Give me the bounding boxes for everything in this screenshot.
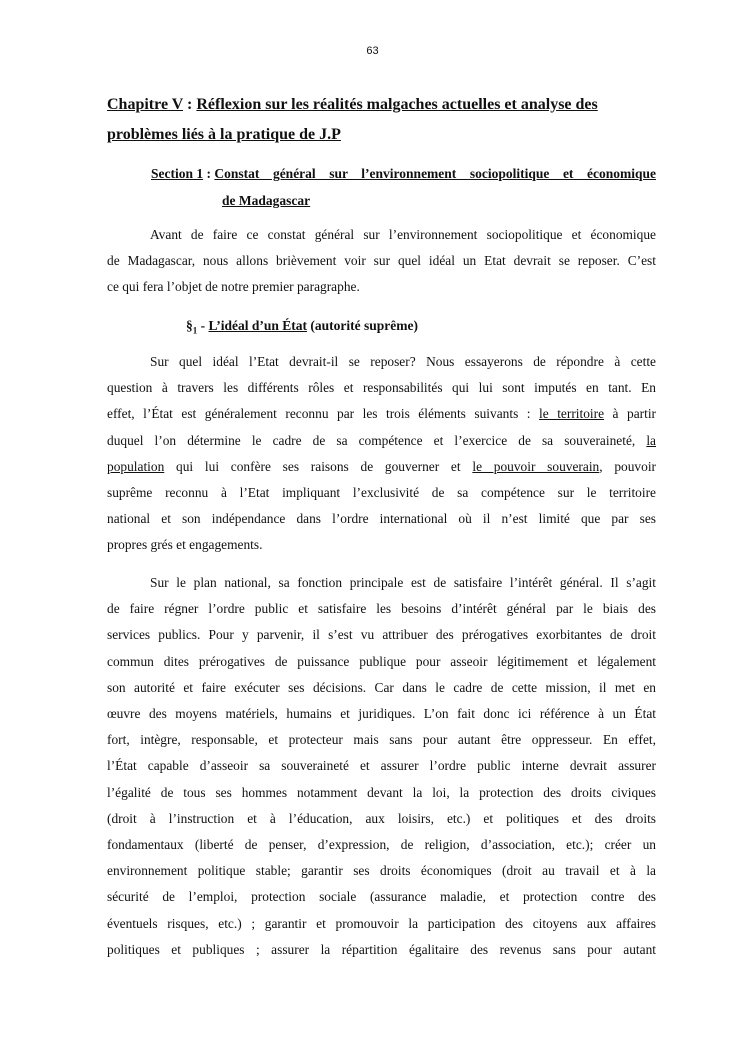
chapter-separator: : [183,96,197,113]
underlined-term-pouvoir-souverain: le pouvoir souverain [472,458,600,474]
underlined-term-territoire: le territoire [539,406,605,422]
paragraph-line: l’État capable d’asseoir sa souveraineté et assurer l’ordre public interne devrait assurer [107,758,656,774]
underlined-term-population: population [107,458,165,474]
paragraph-line: propres grés et engagements. [107,537,263,553]
section-heading [151,160,656,214]
paragraph-line: (droit à l’instruction et à l’éducation, aux loisirs, etc.) et politiques et des droits [107,810,656,826]
paragraph-line: services publics. Pour y parvenir, il s’est vu attribuer des prérogatives exorbitantes de droit [107,627,656,643]
text-run: à partir [604,406,656,422]
text-run: , pouvoir [599,458,656,474]
section-title-line2: de Madagascar [222,193,311,208]
subheading-suffix: (autorité suprême) [307,318,418,333]
paragraph-line: œuvre des moyens matériels, humains et juridiques. L’on fait donc ici référence à un État [107,706,656,722]
paragraph-line: fondamentaux (liberté de penser, d’expression, de religion, d’association, etc.); créer un [107,837,656,853]
text-run: qui lui confère ses raisons de gouverner et [164,458,473,474]
paragraph-line: l’égalité de tous ses hommes notamment devant la loi, la protection des droits civiques [107,784,656,800]
paragraph-line [107,401,656,427]
paragraph-line: question à travers les différents rôles et responsabilités qui lui sont imputés en tant. En [107,380,656,396]
subheading-ideal-etat [186,313,418,344]
paragraph-line: politiques et publiques ; assurer la répartition égalitaire des revenus sans pour autant [107,941,656,957]
chapter-title-line2: problèmes liés à la pratique de J.P [107,126,341,143]
section-symbol: § [186,318,193,333]
paragraph-line: environnement politique stable; garantir ses droits économiques (droit au travail et à la [107,863,656,879]
paragraph-line: sécurité de l’emploi, protection sociale (assurance maladie, et protection contre des [107,889,656,905]
paragraph-intro [107,222,656,301]
section-label: Section 1 [151,166,204,181]
section-heading-line1 [151,160,656,187]
section-heading-line2 [151,187,656,214]
paragraph-ideal [107,349,656,559]
underlined-term-la: la [646,432,656,448]
chapter-heading-line1 [107,90,657,120]
chapter-heading [107,90,657,150]
paragraph-line: éventuels risques, etc.) ; garantir et promouvoir la participation des citoyens aux affaires [107,915,656,931]
page-number: 63 [366,45,379,57]
paragraph-line [107,454,656,480]
section-separator: : [203,166,215,181]
paragraph-line: national et son indépendance dans l’ordre international où il n’est limité que par ses [107,511,656,527]
paragraph-line: de Madagascar, nous allons brièvement voir sur quel idéal un Etat devrait se reposer. C’est [107,253,656,269]
text-run: effet, l’État est généralement reconnu par les trois éléments suivants : [107,406,540,422]
subheading-title: L’idéal d’un État [208,318,308,333]
text-run: duquel l’on détermine le cadre de sa compétence et l’exercice de sa souveraineté, [107,432,647,448]
subheading-number: 1 [192,325,198,336]
paragraph-line: Sur quel idéal l’Etat devrait-il se reposer? Nous essayerons de répondre à cette [150,354,656,369]
paragraph-line: ce qui fera l’objet de notre premier paragraphe. [107,279,360,295]
paragraph-line: Sur le plan national, sa fonction principale est de satisfaire l’intérêt général. Il s’agit [150,575,656,590]
section-label-wrap [151,160,214,187]
subheading-dash: - [197,318,209,333]
paragraph-line: fort, intègre, responsable, et protecteur mais sans pour autant être oppresseur. En effet, [107,732,656,748]
paragraph-line: de faire régner l’ordre public et satisfaire les besoins d’intérêt général par le biais des [107,601,656,617]
paragraph-line: commun dites prérogatives de puissance publique pour asseoir légitimement et légalement [107,653,656,669]
paragraph-line: suprême reconnu à l’Etat impliquant l’exclusivité de sa compétence sur le territoire [107,485,656,501]
paragraph-line: Avant de faire ce constat général sur l’environnement sociopolitique et économique [150,227,656,242]
chapter-title-line1: Réflexion sur les réalités malgaches actuelles et analyse des [196,96,598,113]
chapter-heading-line2 [107,120,657,150]
paragraph-line [107,428,656,454]
section-title-line1: Constat général sur l’environnement sociopolitique et économique [214,166,656,181]
paragraph-line: son autorité et faire exécuter ses décisions. Car dans le cadre de cette mission, il met en [107,679,656,695]
chapter-label: Chapitre V [107,96,184,113]
paragraph-plan-national [107,570,656,963]
